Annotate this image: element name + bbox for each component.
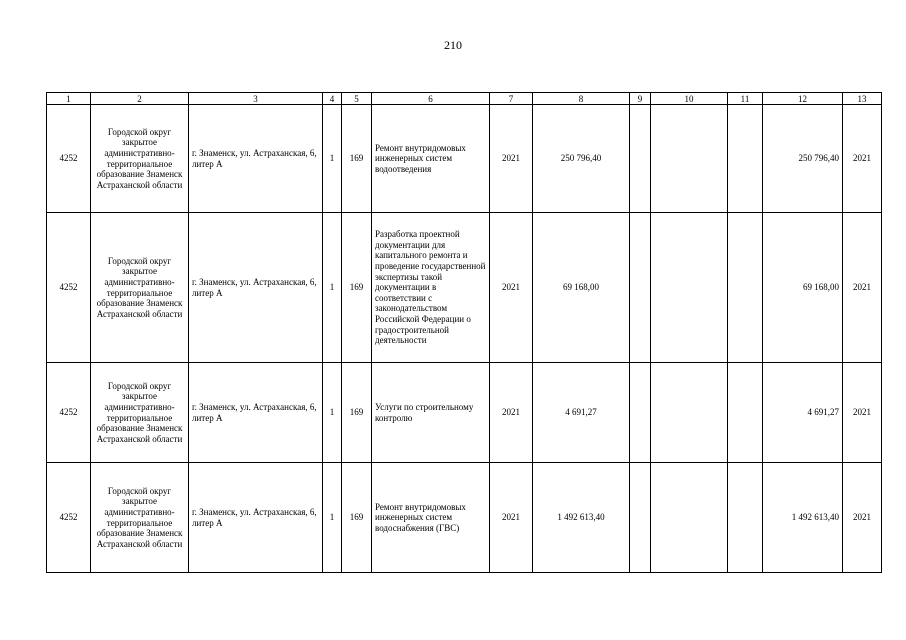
column-number: 10 [651,93,728,105]
cell-col5: 169 [342,213,372,363]
cell-year: 2021 [490,463,533,573]
cell-col11 [728,363,763,463]
cell-year-end: 2021 [843,363,882,463]
column-number-row [47,93,882,105]
cell-cost-total: 69 168,00 [763,213,843,363]
cell-col5: 169 [342,105,372,213]
cell-col10 [651,363,728,463]
column-number: 4 [323,93,342,105]
cell-municipality: Городской округ закрытое административно-территориальное образование Знаменск Астраханской области [91,105,189,213]
cell-year: 2021 [490,363,533,463]
cell-address: г. Знаменск, ул. Астраханская, 6, литер А [189,363,323,463]
cell-col9 [630,363,651,463]
cell-cost: 4 691,27 [533,363,630,463]
cell-municipality: Городской округ закрытое административно-территориальное образование Знаменск Астраханской области [91,363,189,463]
cell-object-id: 4252 [47,363,91,463]
cell-address: г. Знаменск, ул. Астраханская, 6, литер А [189,463,323,573]
cell-year: 2021 [490,105,533,213]
cell-year-end: 2021 [843,105,882,213]
page-number: 210 [444,38,462,52]
column-number: 9 [630,93,651,105]
cell-year-end: 2021 [843,463,882,573]
column-number: 6 [372,93,490,105]
table-row [47,213,882,363]
cell-col4: 1 [323,213,342,363]
cell-cost: 69 168,00 [533,213,630,363]
cell-col10 [651,213,728,363]
table-row [47,105,882,213]
cell-object-id: 4252 [47,213,91,363]
column-number: 7 [490,93,533,105]
column-number: 1 [47,93,91,105]
cell-col11 [728,213,763,363]
cell-col9 [630,463,651,573]
cell-col10 [651,463,728,573]
cell-cost-total: 250 796,40 [763,105,843,213]
cell-work-type: Ремонт внутридомовых инженерных систем водоснабжения (ГВС) [372,463,490,573]
column-number: 2 [91,93,189,105]
table-row [47,363,882,463]
cell-col4: 1 [323,463,342,573]
register-table [46,92,882,573]
cell-work-type: Ремонт внутридомовых инженерных систем водоотведения [372,105,490,213]
cell-col4: 1 [323,105,342,213]
cell-work-type: Разработка проектной документации для капитального ремонта и проведение государственной экспертизы такой документации в соответствии с законодательством Российской Федерации о градостроительной деятельности [372,213,490,363]
cell-address: г. Знаменск, ул. Астраханская, 6, литер А [189,105,323,213]
column-number: 5 [342,93,372,105]
column-number: 13 [843,93,882,105]
cell-cost: 1 492 613,40 [533,463,630,573]
cell-col9 [630,105,651,213]
cell-object-id: 4252 [47,105,91,213]
table-row [47,463,882,573]
cell-cost: 250 796,40 [533,105,630,213]
column-number: 8 [533,93,630,105]
cell-col11 [728,105,763,213]
cell-cost-total: 1 492 613,40 [763,463,843,573]
cell-cost-total: 4 691,27 [763,363,843,463]
cell-year: 2021 [490,213,533,363]
cell-object-id: 4252 [47,463,91,573]
cell-municipality: Городской округ закрытое административно-территориальное образование Знаменск Астраханской области [91,463,189,573]
cell-address: г. Знаменск, ул. Астраханская, 6, литер А [189,213,323,363]
cell-col9 [630,213,651,363]
cell-municipality: Городской округ закрытое административно-территориальное образование Знаменск Астраханской области [91,213,189,363]
cell-col11 [728,463,763,573]
column-number: 11 [728,93,763,105]
cell-col5: 169 [342,463,372,573]
cell-year-end: 2021 [843,213,882,363]
cell-col10 [651,105,728,213]
column-number: 3 [189,93,323,105]
cell-col5: 169 [342,363,372,463]
cell-work-type: Услуги по строительному контролю [372,363,490,463]
cell-col4: 1 [323,363,342,463]
column-number: 12 [763,93,843,105]
